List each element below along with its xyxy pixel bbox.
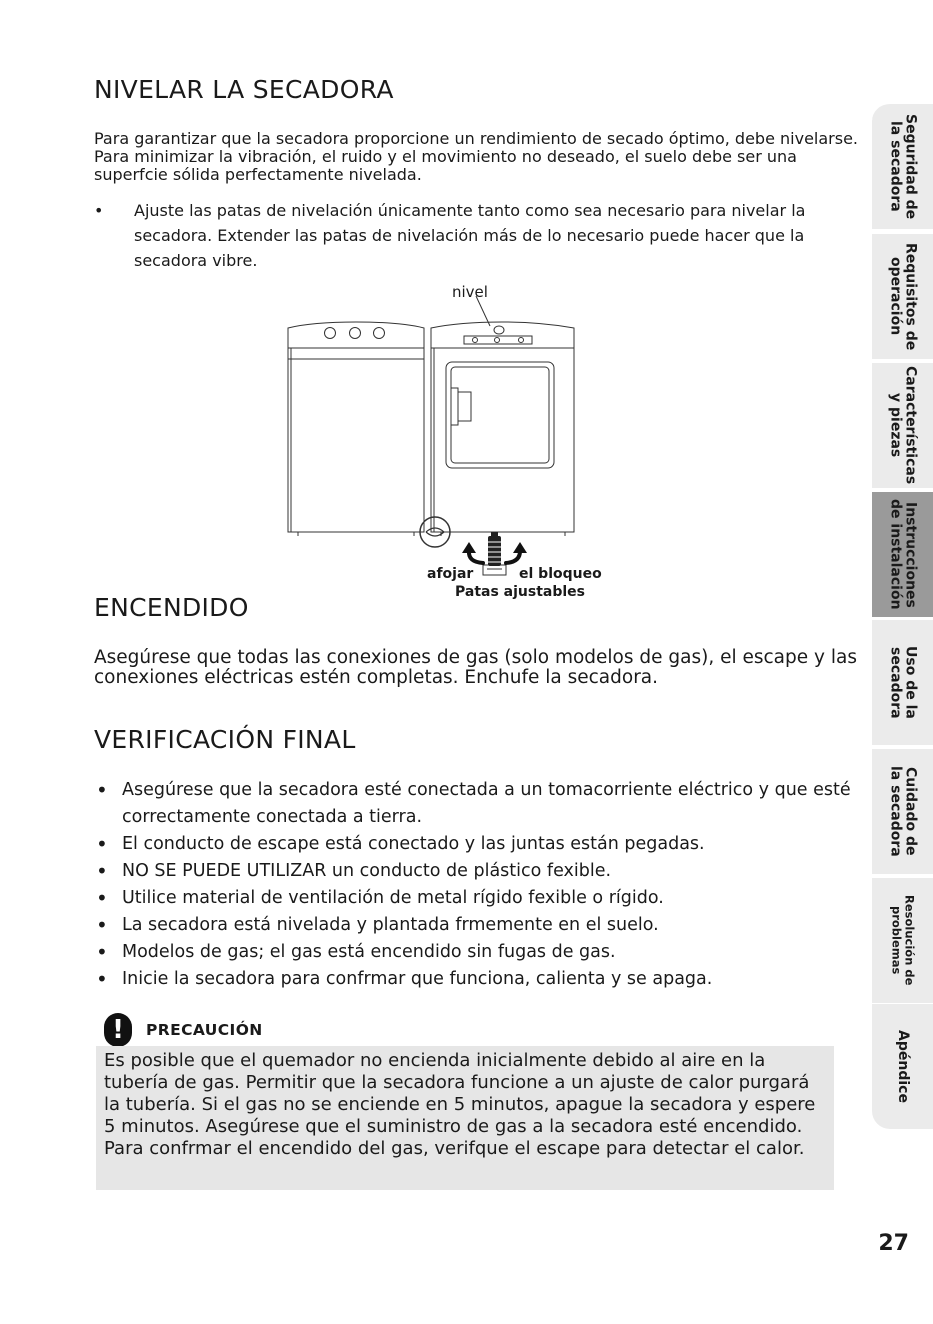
tab-label: Uso de la secadora xyxy=(887,646,919,719)
list-item: • Modelos de gas; el gas está encendido sin fugas de gas. xyxy=(94,939,859,966)
section-title-final-check: VERIFICACIÓN FINAL xyxy=(94,725,356,754)
washer-dryer-figure xyxy=(280,280,620,600)
leveling-bullet-text: Ajuste las patas de nivelación únicamente tanto como sea necesario para nivelar la secadora. Extender las patas de nivelación más de lo necesario puede hacer que la secadora vibre. xyxy=(134,201,806,270)
tab-operating-requirements[interactable] xyxy=(872,233,933,359)
tab-dryer-use[interactable] xyxy=(872,619,933,745)
tab-label: Cuidado de la secadora xyxy=(887,766,919,857)
lock-label: el bloqueo xyxy=(519,566,602,582)
caution-title: PRECAUCIÓN xyxy=(146,1021,263,1039)
tab-label: Características y piezas xyxy=(887,366,919,485)
list-item: • Utilice material de ventilación de metal rígido fexible o rígido. xyxy=(94,885,859,912)
caution-icon: ! xyxy=(104,1013,132,1047)
section-title-power: ENCENDIDO xyxy=(94,593,249,622)
tab-dryer-safety[interactable] xyxy=(872,103,933,229)
power-text: Asegúrese que todas las conexiones de gas (solo modelos de gas), el escape y las conexiones eléctricas estén completas. Enchufe la secadora. xyxy=(94,647,857,688)
tab-appendix[interactable] xyxy=(872,1003,933,1129)
tab-label: Apéndice xyxy=(895,1030,911,1103)
adjustable-feet-label: Patas ajustables xyxy=(455,584,586,600)
loosen-label: afojar xyxy=(427,566,474,582)
bullet-dot: • xyxy=(94,201,104,220)
page-number: 27 xyxy=(878,1231,909,1256)
appliances-illustration xyxy=(280,280,620,600)
tab-label: Seguridad de la secadora xyxy=(887,113,919,220)
section-title-leveling: NIVELAR LA SECADORA xyxy=(94,75,394,104)
tab-dryer-care[interactable] xyxy=(872,748,933,874)
tab-label: Instrucciones de instalación xyxy=(887,499,919,610)
list-item: • La secadora está nivelada y plantada frmemente en el suelo. xyxy=(94,912,859,939)
final-check-list xyxy=(94,777,859,993)
tab-label: Requisitos de operación xyxy=(887,242,919,351)
list-item: • Asegúrese que la secadora esté conectada a un tomacorriente eléctrico y que esté correctamente conectada a tierra. xyxy=(94,777,859,831)
list-item: • NO SE PUEDE UTILIZAR un conducto de plástico fexible. xyxy=(94,858,859,885)
caution-header xyxy=(104,1012,263,1048)
tab-features-parts[interactable] xyxy=(872,362,933,488)
tab-installation-instructions[interactable] xyxy=(872,491,933,617)
list-item: • El conducto de escape está conectado y las juntas están pegadas. xyxy=(94,831,859,858)
level-label: nivel xyxy=(452,283,488,301)
caution-text: Es posible que el quemador no encienda inicialmente debido al aire en la tubería de gas. Permitir que la secadora funcione a un ajuste de calor purgará la tubería. Si el gas no se enciende en 5 minutos, apague la secadora y espere 5 minutos. Asegúrese que el suministro de gas a la secadora esté encendido. Para confrmar el encendido del gas, verifque el escape para detectar el calor. xyxy=(96,1046,834,1190)
tab-troubleshooting[interactable] xyxy=(872,877,933,1003)
list-item: • Inicie la secadora para confrmar que funciona, calienta y se apaga. xyxy=(94,966,859,993)
tab-label: Resolución de problemas xyxy=(889,895,917,986)
leveling-intro: Para garantizar que la secadora proporcione un rendimiento de secado óptimo, debe nivelarse. Para minimizar la vibración, el ruido y el movimiento no deseado, el suelo debe ser una superfcie sólida perfectamente nivelada. xyxy=(94,129,859,184)
